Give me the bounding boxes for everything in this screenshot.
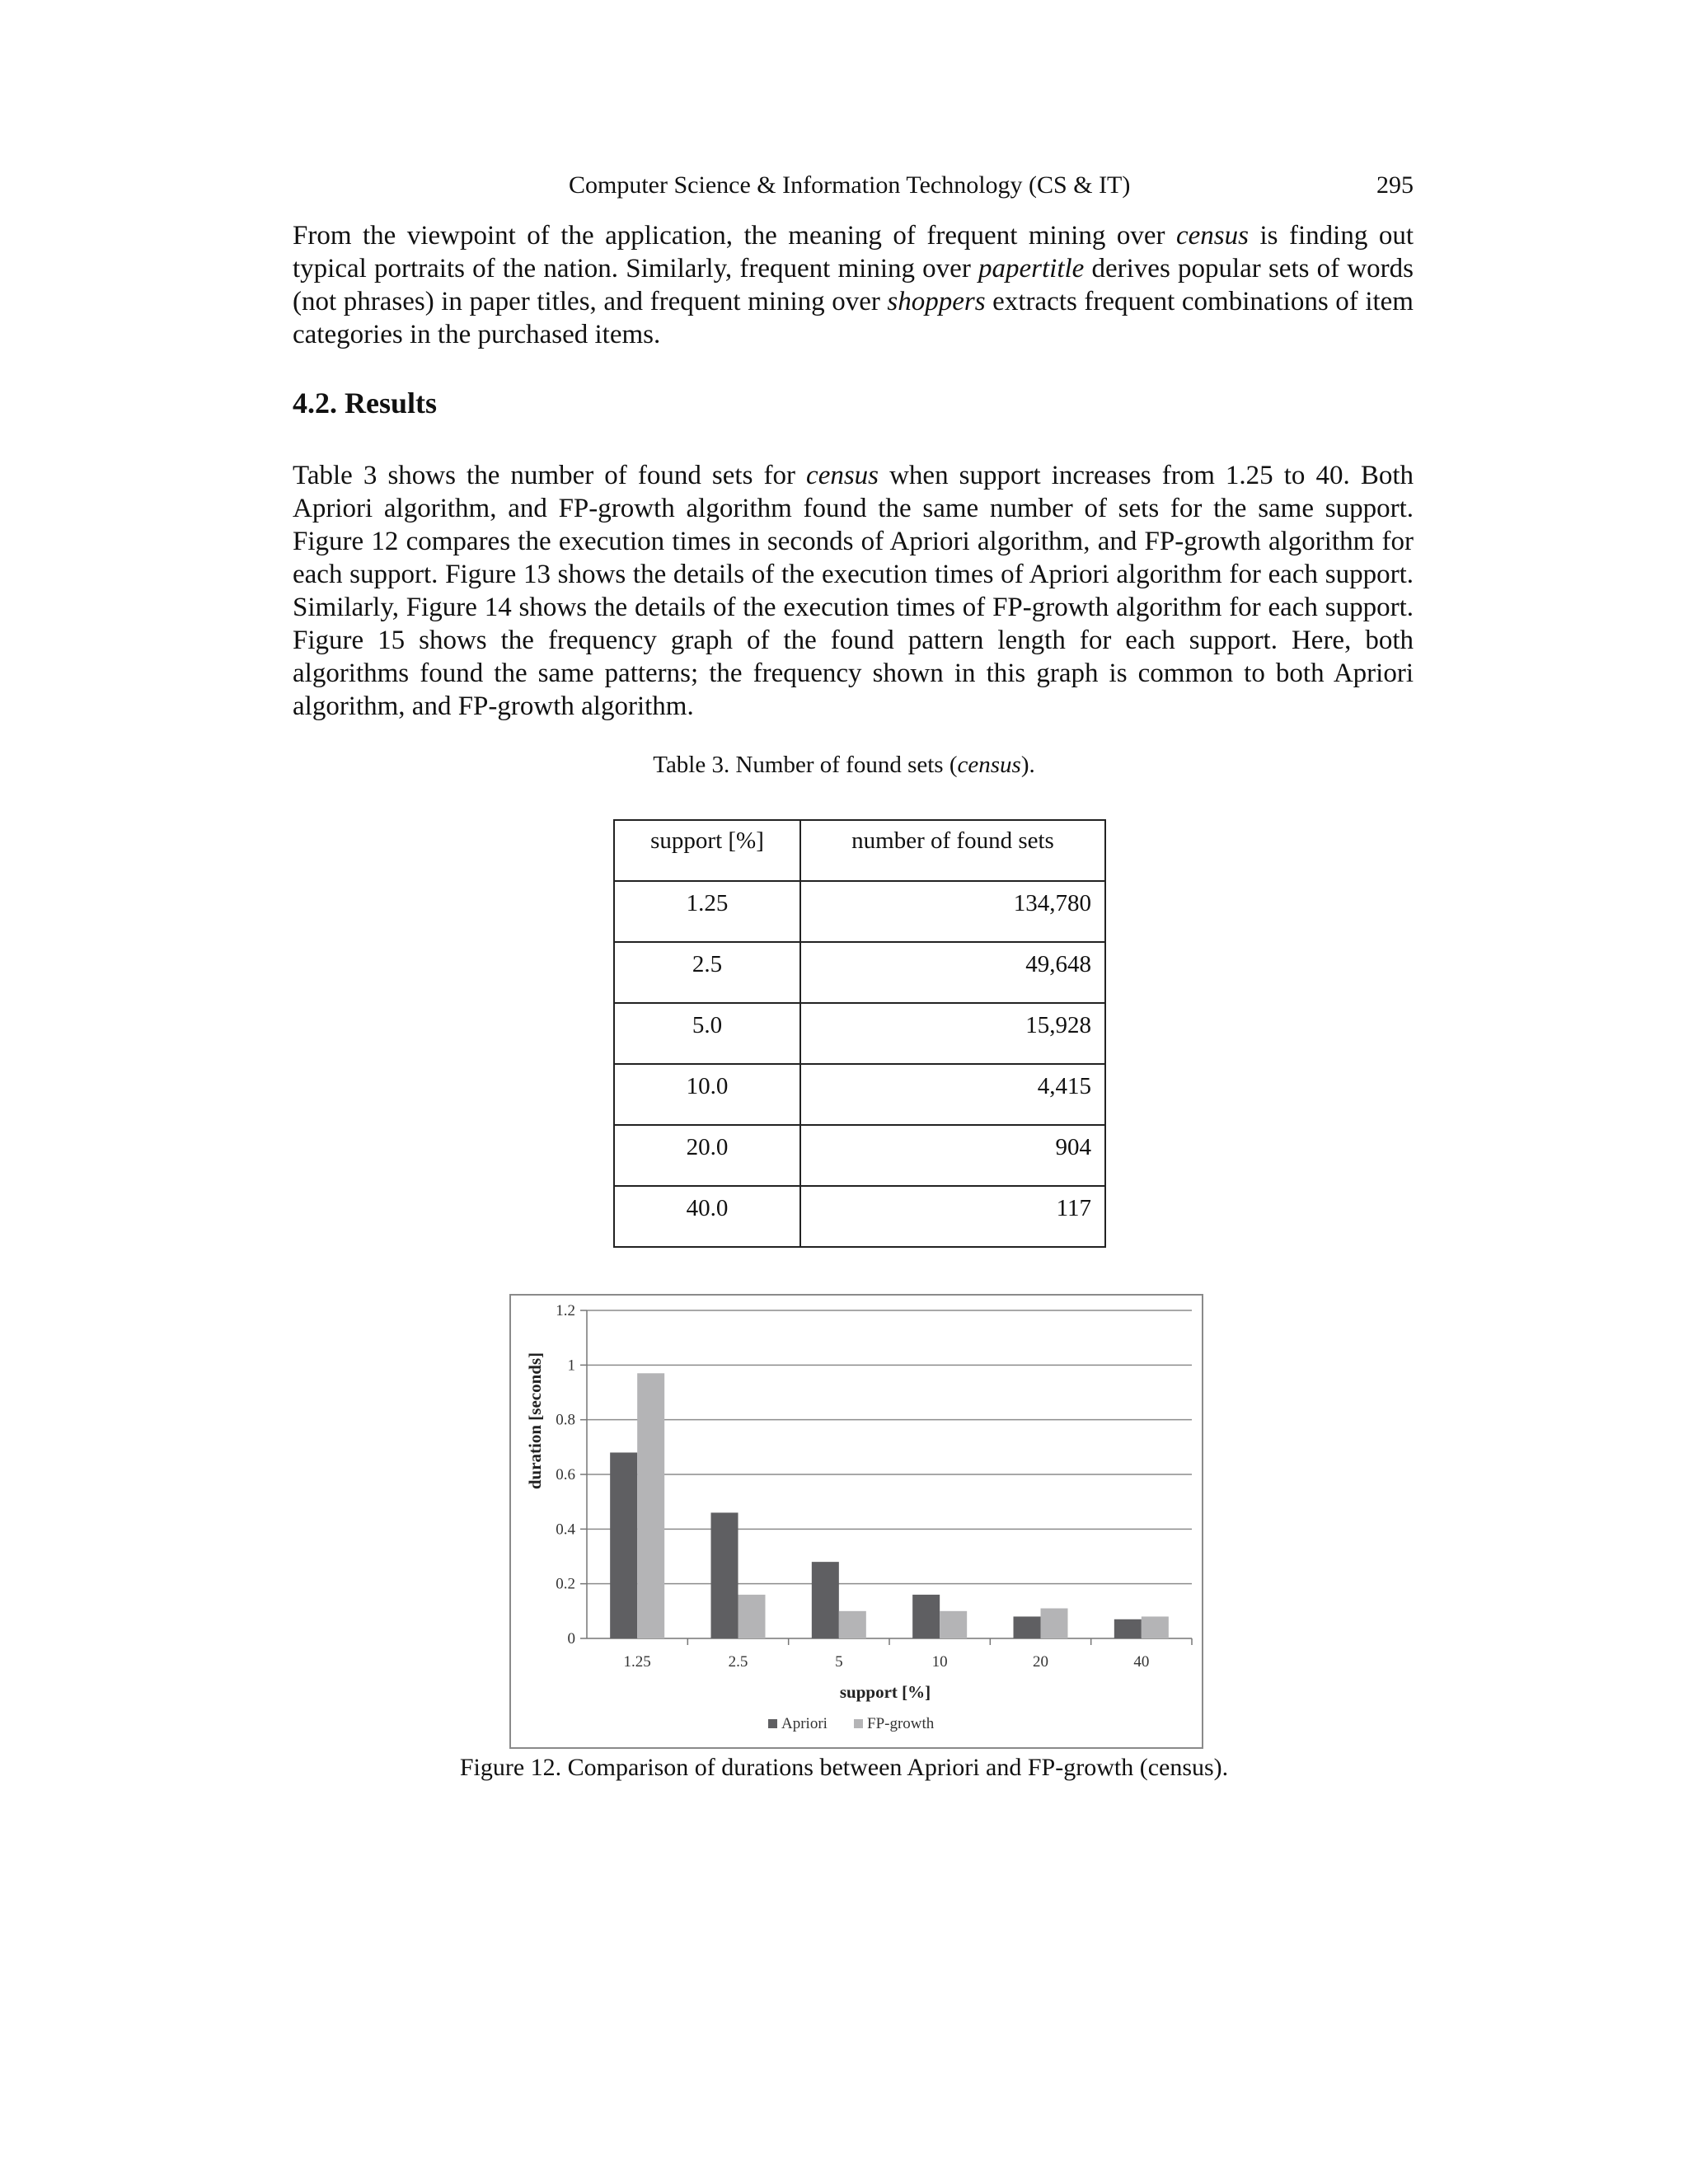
table-row [614,942,1105,1003]
column-header: number of found sets [800,820,1105,881]
count-cell: 15,928 [800,1003,1105,1064]
table-row [614,1186,1105,1247]
legend-label: FP-growth [867,1715,935,1732]
bar-fp-growth [1142,1616,1169,1638]
legend-label: Apriori [781,1715,828,1732]
bar-apriori [1014,1616,1041,1638]
x-tick-label: 10 [931,1653,948,1671]
y-axis-title: duration [seconds] [525,1352,545,1490]
y-tick-label: 0 [567,1630,575,1647]
found-sets-table [613,819,1106,1248]
x-tick-label: 20 [1033,1653,1048,1671]
legend-swatch [768,1719,777,1728]
bar-fp-growth [738,1595,766,1638]
table-row [614,881,1105,942]
bar-fp-growth [940,1611,967,1638]
table-row [614,1064,1105,1125]
intro-paragraph: From the viewpoint of the application, the meaning of frequent mining over census is finding out typical portraits of the nation. Similarly, frequent mining over papertitle derives popular sets of words (not phrases) in paper titles, and frequent mining over shoppers extracts frequent combinations of item categories in the purchased items. [293,221,1414,349]
section-heading: 4.2. Results [293,387,438,419]
count-cell: 134,780 [800,881,1105,942]
x-tick-label: 5 [835,1653,843,1671]
support-cell: 2.5 [614,942,800,1003]
dataset-name: papertitle [978,254,1085,284]
support-cell: 20.0 [614,1125,800,1186]
y-tick-label: 0.6 [556,1466,575,1483]
bar-apriori [610,1452,637,1638]
bar-apriori [812,1562,839,1638]
legend-swatch [854,1719,863,1728]
y-tick-label: 0.8 [556,1411,575,1429]
bar-apriori [912,1595,940,1638]
duration-chart [509,1294,1203,1749]
dataset-name: census [806,461,879,490]
y-tick-label: 0.4 [556,1521,575,1539]
page-number: 295 [1376,171,1414,199]
support-cell: 5.0 [614,1003,800,1064]
results-paragraph: Table 3 shows the number of found sets for census when support increases from 1.25 to 40. Both Apriori algorithm, and FP-growth algorithm found the same number of sets for the same support. Figure 12 compares the execution times in seconds of Apriori algorithm, and FP-growth algorithm for each support. Figure 13 shows the details of the execution times of Apriori algorithm for each support. Similarly, Figure 14 shows the details of the execution times of FP-growth algorithm for each support. Figure 15 shows the frequency graph of the found pattern length for each support. Here, both algorithms found the same patterns; the frequency shown in this graph is common to both Apriori algorithm, and FP-growth algorithm. [293,461,1414,721]
bar-fp-growth [839,1611,866,1638]
y-tick-label: 1 [567,1357,575,1375]
x-tick-label: 1.25 [623,1653,651,1671]
x-tick-label: 40 [1133,1653,1150,1671]
count-cell: 4,415 [800,1064,1105,1125]
bar-fp-growth [1041,1609,1068,1638]
running-header [293,171,1414,208]
bar-apriori [711,1512,738,1638]
figure-caption: Figure 12. Comparison of durations between Apriori and FP-growth (census). [459,1754,1229,1781]
count-cell: 117 [800,1186,1105,1247]
bar-fp-growth [637,1373,664,1638]
chart-canvas [511,1296,1202,1747]
dataset-name: census [1176,221,1249,251]
y-tick-label: 1.2 [556,1302,575,1319]
table-row [614,1125,1105,1186]
table-header-row [614,820,1105,881]
dataset-name: shoppers [887,287,986,316]
count-cell: 904 [800,1125,1105,1186]
support-cell: 10.0 [614,1064,800,1125]
support-cell: 1.25 [614,881,800,942]
bar-apriori [1114,1619,1142,1638]
journal-title: Computer Science & Information Technology (CS & IT) [569,171,1131,199]
x-tick-label: 2.5 [728,1653,748,1671]
x-axis-title: support [%] [839,1682,931,1702]
count-cell: 49,648 [800,942,1105,1003]
y-tick-label: 0.2 [556,1575,575,1593]
support-cell: 40.0 [614,1186,800,1247]
column-header: support [%] [614,820,800,881]
table-caption: Table 3. Number of found sets (census). [653,752,1035,778]
table-row [614,1003,1105,1064]
